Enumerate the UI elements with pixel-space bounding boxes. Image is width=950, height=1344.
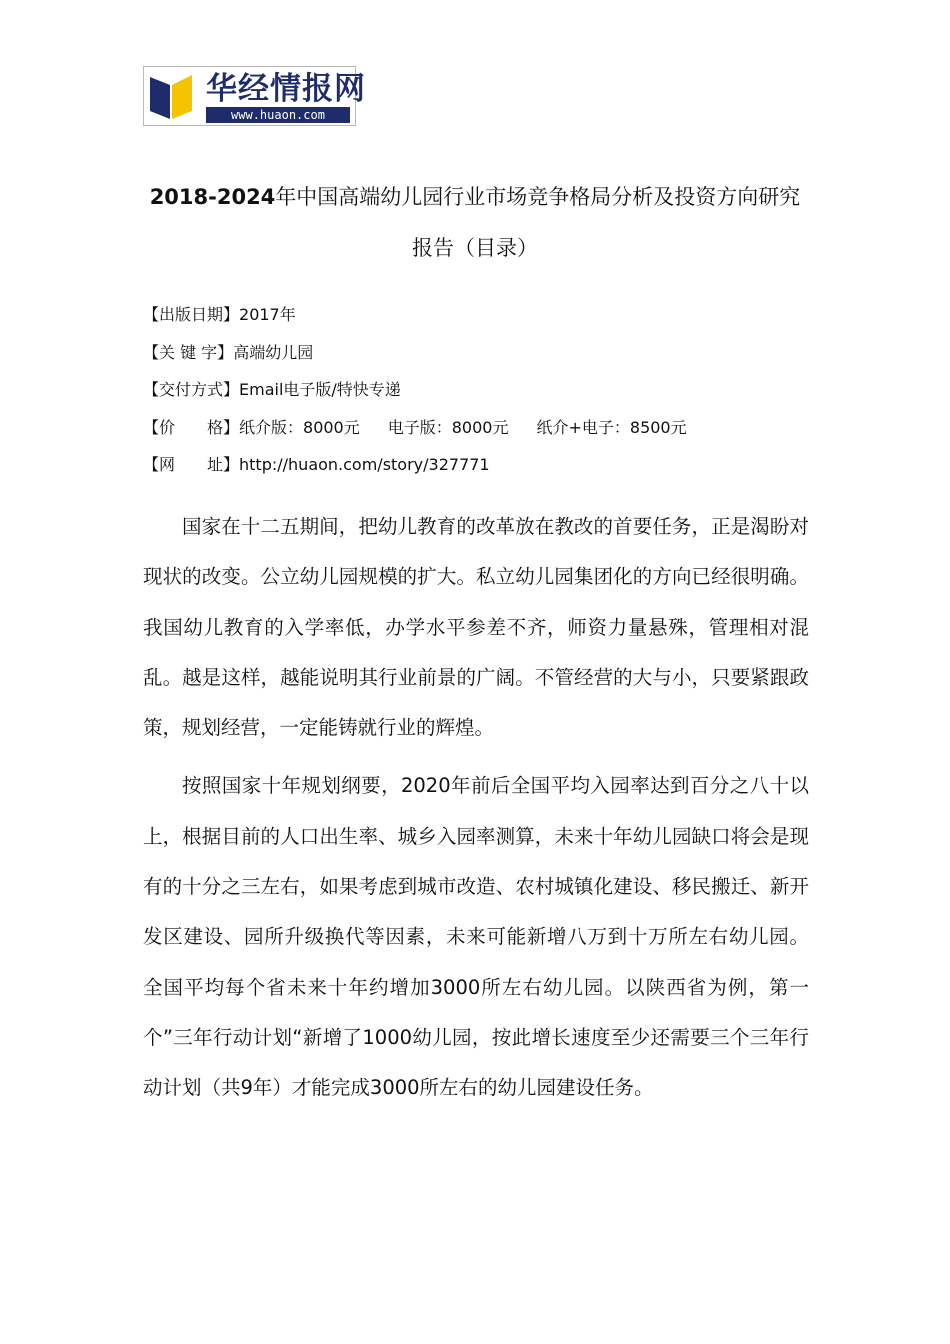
logo-mark-icon bbox=[148, 71, 196, 121]
meta-value: 高端幼儿园 bbox=[233, 342, 314, 362]
meta-label: 【价 格】 bbox=[143, 417, 240, 437]
meta-label: 【网 址】 bbox=[143, 455, 240, 474]
meta-delivery bbox=[143, 371, 807, 409]
report-meta bbox=[143, 296, 807, 484]
meta-keywords bbox=[143, 334, 807, 372]
meta-label: 【关 键 字】 bbox=[143, 342, 234, 362]
meta-value: 2017年 bbox=[239, 305, 296, 324]
huaon-logo bbox=[143, 66, 366, 126]
meta-address bbox=[143, 446, 807, 484]
logo-url: www.huaon.com bbox=[206, 107, 350, 123]
meta-url-link[interactable]: http://huaon.com/story/327771 bbox=[239, 455, 490, 474]
meta-publish-date bbox=[143, 296, 807, 334]
title-text: 年中国高端幼儿园行业市场竞争格局分析及投资方向研究报告（目录） bbox=[275, 185, 801, 260]
meta-label: 【交付方式】 bbox=[143, 380, 240, 399]
meta-value: Email电子版/特快专递 bbox=[239, 380, 401, 399]
meta-label: 【出版日期】 bbox=[143, 305, 240, 324]
title-year-range: 2018-2024 bbox=[149, 185, 276, 209]
paragraph: 按照国家十年规划纲要，2020年前后全国平均入园率达到百分之八十以上，根据目前的人口出生率、城乡入园率测算，未来十年幼儿园缺口将会是现有的十分之三左右，如果考虑到城市改造、农村城镇化建设、移民搬迁、新开发区建设、园所升级换代等因素，未来可能新增八万到十万所左右幼儿园。 全国平均每个省未来十年约增加3000所左右幼儿园。以陕西省为例，第一个”三年行动计划“新增了1000幼儿园，按此增长速度至少还需要三个三年行动计划（共9年）才能完成3000所左右的幼儿园建设任务。 bbox=[143, 774, 809, 1100]
price-paper: 纸介版：8000元 bbox=[239, 417, 360, 437]
price-combo: 纸介+电子：8500元 bbox=[536, 417, 687, 437]
document-title bbox=[143, 172, 807, 274]
meta-price bbox=[143, 409, 807, 447]
body-text bbox=[143, 502, 809, 1114]
price-electronic: 电子版：8000元 bbox=[387, 417, 509, 437]
paragraph: 国家在十二五期间，把幼儿教育的改革放在教改的首要任务，正是渴盼对现状的改变。公立幼儿园规模的扩大。私立幼儿园集团化的方向已经很明确。我国幼儿教育的入学率低，办学水平参差不齐，师资力量悬殊，管理相对混乱。越是这样，越能说明其行业前景的广阔。不管经营的大与小，只要紧跟政策，规划经营，一定能铸就行业的辉煌。 bbox=[143, 515, 809, 740]
logo-name: 华经情报网 bbox=[206, 71, 366, 107]
